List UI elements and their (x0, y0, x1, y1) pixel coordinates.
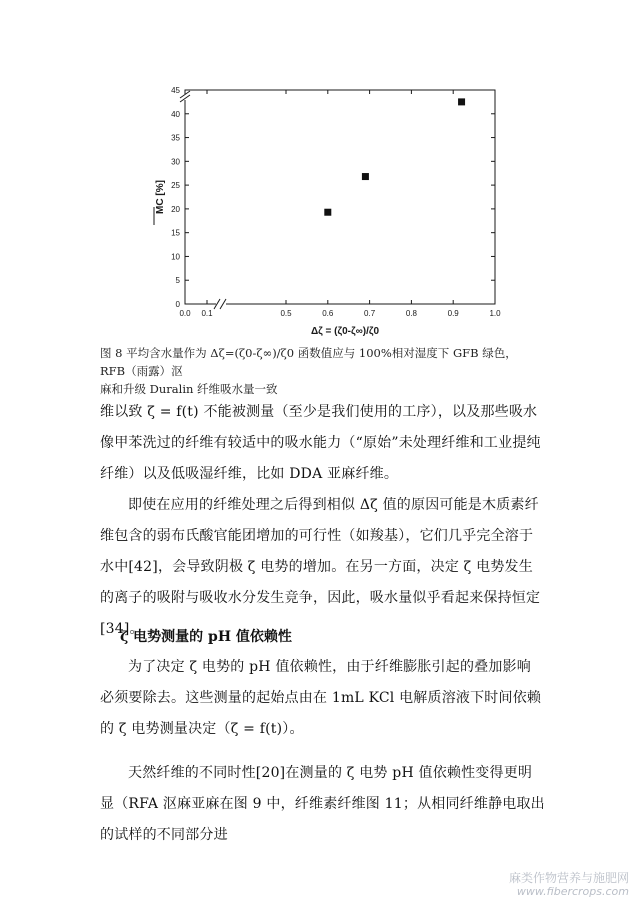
y-tick-label: 10 (171, 252, 180, 262)
y-tick-label: 15 (171, 228, 180, 238)
y-tick-label: 45 (171, 86, 180, 95)
paragraph-3: 为了决定 ζ 电势的 pH 值依赖性，由于纤维膨胀引起的叠加影响必须要除去。这些测量的起始点由在 1mL KCl 电解质溶液下时间依赖的 ζ 电势测量决定（ζ = f(t)）。 (100, 659, 542, 737)
caption-line-2: 麻和升级 Duralin 纤维吸水量一致 (100, 382, 278, 396)
chart-svg (150, 78, 510, 340)
y-tick-label: 5 (175, 276, 180, 286)
data-point (362, 173, 369, 180)
watermark-url: www.fibercrops.com (516, 885, 629, 898)
x-tick-label: 1.0 (489, 309, 501, 318)
caption-line-1: 图 8 平均含水量作为 Δζ=(ζ0-ζ∞)/ζ0 函数值应与 100%相对湿度下 GFB 绿色，RFB（雨露）沤 (100, 346, 517, 378)
figure-8-scatter-chart (150, 78, 510, 340)
y-tick-label: 20 (171, 204, 180, 214)
paragraph-4: 天然纤维的不同时性[20]在测量的 ζ 电势 pH 值依赖性变得更明显（RFA 沤麻亚麻在图 9 中，纤维素纤维图 11；从相同纤维静电取出的试样的不同部分进 (100, 765, 545, 843)
y-tick-label: 40 (171, 109, 180, 119)
plot-frame (185, 90, 495, 304)
y-axis-title: MC [%] (155, 180, 166, 214)
paragraph-1: 维以致 ζ = f(t) 不能被测量（至少是我们使用的工序），以及那些吸水像甲苯洗过的纤维有较适中的吸水能力（“原始”未处理纤维和工业提纯纤维）以及低吸湿纤维，比如 DDA 亚麻纤维。 (100, 404, 541, 482)
data-point (324, 209, 331, 216)
x-tick-label: 0.0 (179, 309, 191, 318)
y-tick-label: 0 (175, 300, 180, 309)
section-heading: ζ 电势测量的 pH 值依赖性 (120, 629, 292, 645)
x-tick-label: 0.5 (280, 309, 292, 318)
data-point (458, 98, 465, 105)
x-tick-label: 0.6 (322, 309, 334, 318)
figure-caption (100, 344, 540, 398)
watermark-title: 麻类作物营养与施肥网 (508, 871, 629, 885)
site-watermark (509, 871, 629, 899)
x-tick-label: 0.7 (364, 309, 376, 318)
paragraph-2: 即使在应用的纤维处理之后得到相似 Δζ 值的原因可能是木质素纤维包含的弱布氏酸官能团增加的可行性（如羧基），它们几乎完全溶于水中[42]，会导致阴极 ζ 电势的增加。在另一方面，决定 ζ 电势发生的离子的吸附与吸收水分发生竞争，因此，吸水量似乎看起来保持恒定[34]。 (100, 497, 541, 637)
x-axis-title: Δζ = (ζ0-ζ∞)/ζ0 (310, 326, 380, 337)
y-tick-label: 35 (171, 133, 180, 143)
x-tick-label: 0.8 (405, 309, 417, 318)
y-tick-label: 25 (171, 181, 180, 191)
x-tick-label: 0.1 (201, 309, 213, 318)
x-tick-label: 0.9 (447, 309, 459, 318)
y-tick-label: 30 (171, 157, 180, 167)
